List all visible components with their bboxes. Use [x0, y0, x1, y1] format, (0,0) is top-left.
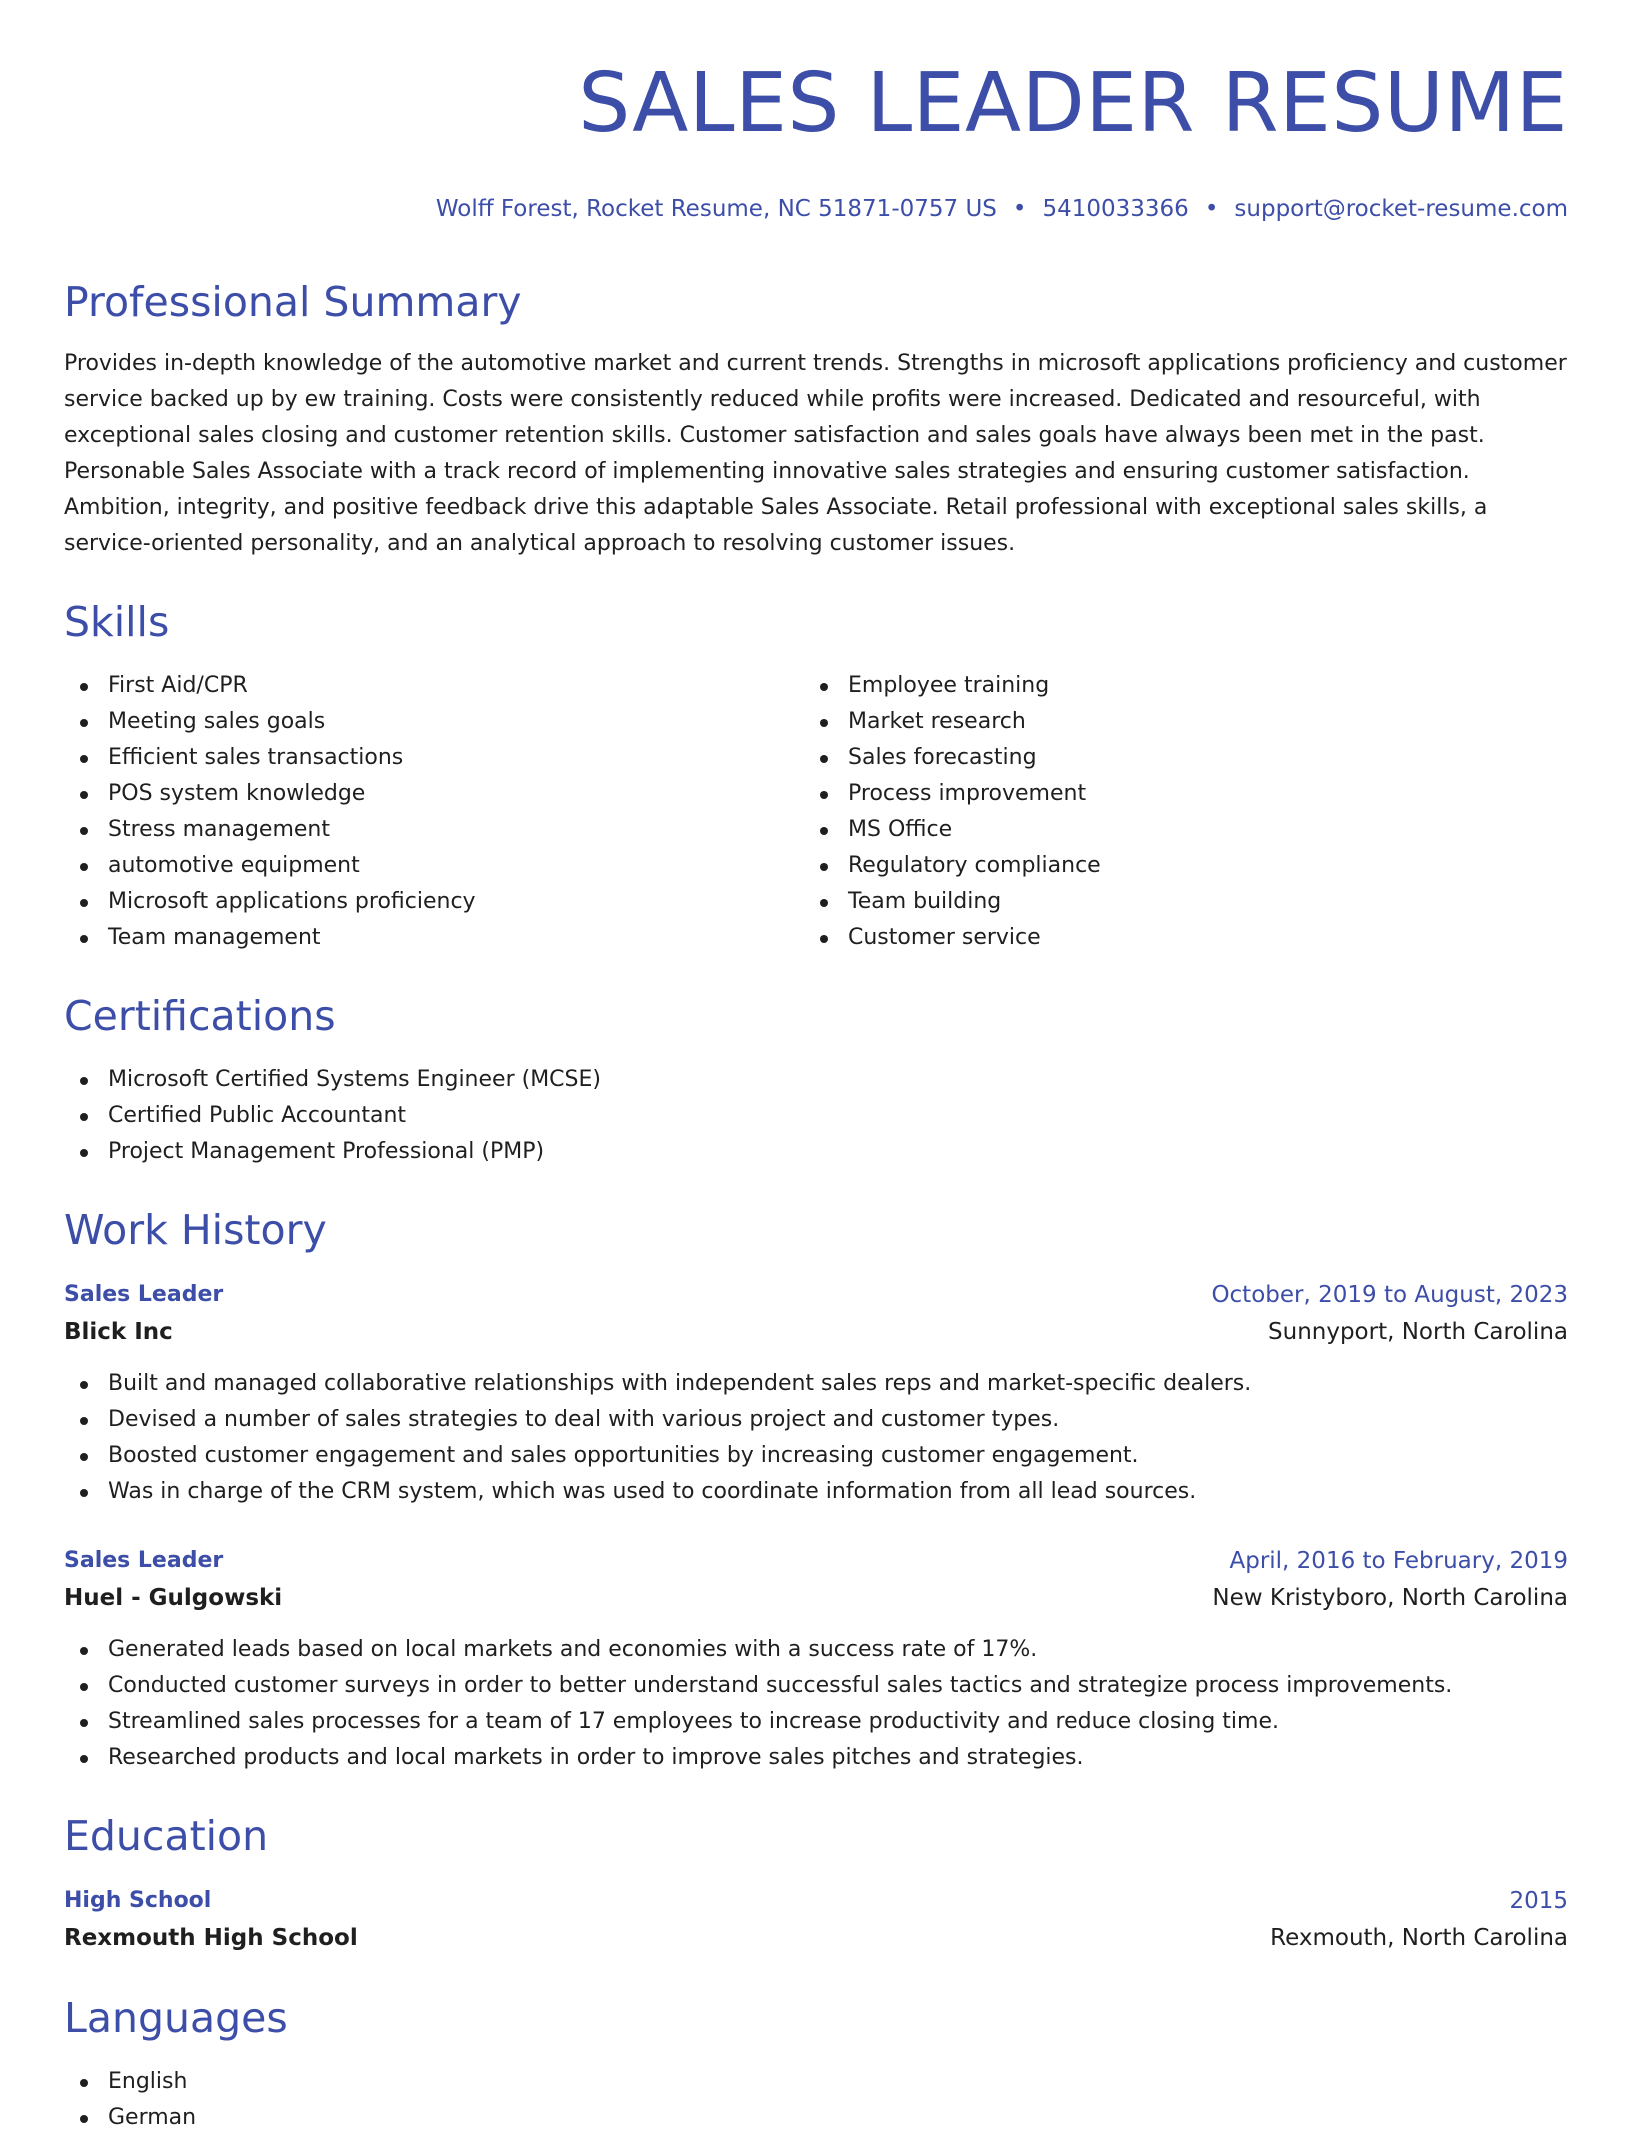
language-item: German — [64, 2100, 1568, 2136]
skill-item: Microsoft applications proficiency — [64, 884, 804, 920]
education-heading: Education — [64, 1812, 269, 1860]
certification-item: Project Management Professional (PMP) — [64, 1134, 1568, 1170]
skill-item: automotive equipment — [64, 848, 804, 884]
skill-item: Regulatory compliance — [804, 848, 1544, 884]
languages-heading: Languages — [64, 1994, 288, 2042]
job-dates: October, 2019 to August, 2023 — [1211, 1282, 1568, 1308]
certifications-list — [64, 1062, 1568, 1170]
skill-item: Sales forecasting — [804, 740, 1544, 776]
work-history-section — [64, 1204, 1568, 1776]
job-bullets — [64, 1632, 1568, 1776]
job-title-row — [64, 1544, 1568, 1578]
job-employer: Blick Inc — [64, 1319, 173, 1345]
skill-item: First Aid/CPR — [64, 668, 804, 704]
job-entry — [64, 1544, 1568, 1776]
education-section — [64, 1810, 1568, 1958]
language-item: English — [64, 2064, 1568, 2100]
job-employer-row — [64, 1578, 1568, 1618]
contact-phone: 5410033366 — [1042, 196, 1189, 222]
education-degree-row — [64, 1884, 1568, 1918]
job-location: Sunnyport, North Carolina — [1268, 1319, 1568, 1345]
work-history-heading: Work History — [64, 1206, 327, 1254]
skills-list-left — [64, 668, 804, 956]
contact-email: support@rocket-resume.com — [1234, 196, 1568, 222]
skill-item: MS Office — [804, 812, 1544, 848]
skill-item: Employee training — [804, 668, 1544, 704]
job-bullet: Conducted customer surveys in order to better understand successful sales tactics and strategize process improvements. — [64, 1668, 1568, 1704]
education-year: 2015 — [1509, 1888, 1568, 1914]
education-school: Rexmouth High School — [64, 1925, 358, 1951]
job-title: Sales Leader — [64, 1548, 224, 1573]
education-degree: High School — [64, 1888, 212, 1913]
job-bullet: Researched products and local markets in order to improve sales pitches and strategies. — [64, 1740, 1568, 1776]
job-employer-row — [64, 1312, 1568, 1352]
contact-separator: • — [1012, 196, 1027, 222]
skill-item: Process improvement — [804, 776, 1544, 812]
summary-text: Provides in-depth knowledge of the automotive market and current trends. Strengths in microsoft applications proficiency and customer service backed up by ew training. Costs were consistently reduced while profits were increased. Dedicated and resourceful, with exceptional sales closing and customer retention skills. Customer satisfaction and sales goals have always been met in the past. Personable Sales Associate with a track record of implementing innovative sales strategies and ensuring customer satisfaction. Ambition, integrity, and positive feedback drive this adaptable Sales Associate. Retail professional with exceptional sales skills, a service-oriented personality, and an analytical approach to resolving customer issues. — [64, 351, 1567, 556]
certification-item: Certified Public Accountant — [64, 1098, 1568, 1134]
education-entry — [64, 1884, 1568, 1958]
certifications-section — [64, 990, 1568, 1170]
job-entry — [64, 1278, 1568, 1510]
languages-section — [64, 1992, 1568, 2136]
certification-item: Microsoft Certified Systems Engineer (MCSE) — [64, 1062, 1568, 1098]
skill-item: Team management — [64, 920, 804, 956]
skills-list-right — [804, 668, 1544, 956]
job-location: New Kristyboro, North Carolina — [1212, 1585, 1568, 1611]
job-dates: April, 2016 to February, 2019 — [1229, 1548, 1568, 1574]
skill-item: Stress management — [64, 812, 804, 848]
resume-name: SALES LEADER RESUME — [578, 56, 1568, 151]
summary-heading: Professional Summary — [64, 278, 522, 326]
job-bullets — [64, 1366, 1568, 1510]
job-bullet: Streamlined sales processes for a team of 17 employees to increase productivity and reduce closing time. — [64, 1704, 1568, 1740]
skill-item: Meeting sales goals — [64, 704, 804, 740]
job-title-row — [64, 1278, 1568, 1312]
skills-heading: Skills — [64, 598, 170, 646]
contact-line — [64, 194, 1568, 224]
job-employer: Huel - Gulgowski — [64, 1585, 283, 1611]
skills-section — [64, 596, 1568, 956]
skill-item: Customer service — [804, 920, 1544, 956]
job-bullet: Was in charge of the CRM system, which was used to coordinate information from all lead sources. — [64, 1474, 1568, 1510]
contact-separator: • — [1204, 196, 1219, 222]
job-bullet: Devised a number of sales strategies to deal with various project and customer types. — [64, 1402, 1568, 1438]
job-bullet: Boosted customer engagement and sales opportunities by increasing customer engagement. — [64, 1438, 1568, 1474]
skill-item: Efficient sales transactions — [64, 740, 804, 776]
skill-item: POS system knowledge — [64, 776, 804, 812]
job-bullet: Built and managed collaborative relationships with independent sales reps and market-specific dealers. — [64, 1366, 1568, 1402]
skill-item: Team building — [804, 884, 1544, 920]
languages-list — [64, 2064, 1568, 2136]
skills-columns — [64, 668, 1568, 956]
resume-header — [64, 0, 1568, 224]
skill-item: Market research — [804, 704, 1544, 740]
contact-address: Wolff Forest, Rocket Resume, NC 51871-0757 US — [435, 196, 997, 222]
job-title: Sales Leader — [64, 1282, 224, 1307]
education-school-row — [64, 1918, 1568, 1958]
job-bullet: Generated leads based on local markets and economies with a success rate of 17%. — [64, 1632, 1568, 1668]
summary-section — [64, 276, 1568, 562]
education-location: Rexmouth, North Carolina — [1270, 1925, 1568, 1951]
certifications-heading: Certifications — [64, 992, 336, 1040]
